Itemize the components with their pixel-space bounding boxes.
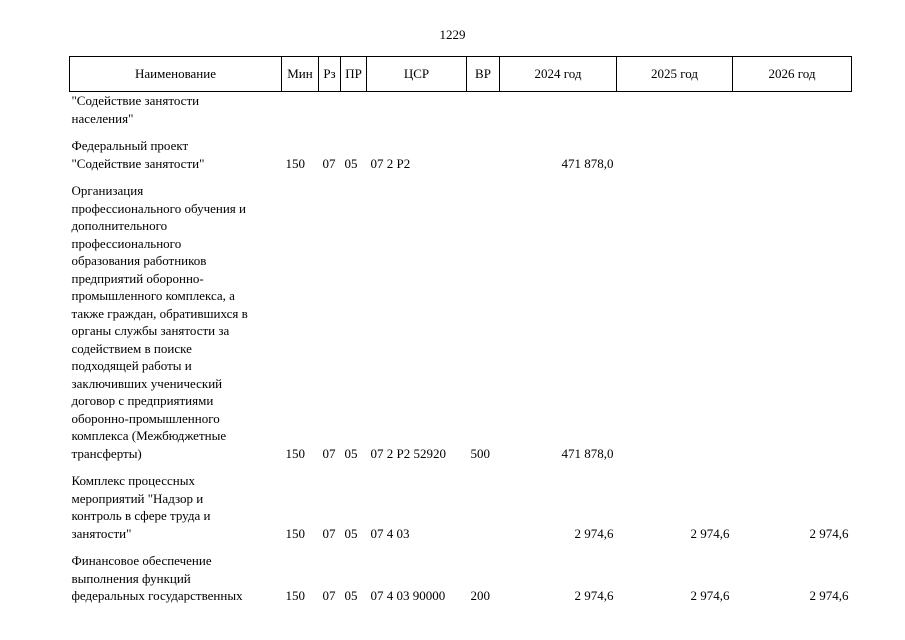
row-name: Федеральный проект "Содействие занятости" (71, 138, 205, 171)
header-csr: ЦСР (367, 57, 467, 92)
row-min: 150 (285, 155, 305, 171)
table-row (70, 92, 852, 138)
header-pr: ПР (341, 57, 367, 92)
header-2026: 2026 год (733, 57, 852, 92)
table-row (70, 137, 852, 182)
row-rz: 07 (322, 445, 336, 461)
row-rz: 07 (322, 155, 336, 171)
row-2025: 2 974,6 (690, 588, 730, 603)
row-2025 (617, 137, 733, 182)
row-rz: 07 (322, 525, 336, 541)
row-vr: 500 (470, 445, 490, 461)
row-pr: 05 (344, 445, 358, 461)
header-min: Мин (282, 57, 319, 92)
row-2024: 2 974,6 (574, 588, 614, 603)
row-2026 (733, 182, 852, 472)
row-2024 (500, 92, 617, 138)
table-row (70, 182, 852, 472)
row-pr (341, 92, 367, 138)
row-pr: 05 (344, 525, 358, 541)
row-vr (467, 472, 500, 552)
row-vr (467, 137, 500, 182)
header-name: Наименование (70, 57, 282, 92)
row-min (282, 92, 319, 138)
row-vr: 200 (470, 588, 490, 603)
row-2024: 471 878,0 (561, 445, 614, 461)
row-csr (367, 92, 467, 138)
row-csr: 07 4 03 (370, 525, 410, 541)
row-name: "Содействие занятости населения" (71, 93, 200, 126)
row-2024: 2 974,6 (574, 525, 614, 541)
budget-table (69, 56, 852, 605)
row-2026 (733, 92, 852, 138)
header-2024: 2024 год (500, 57, 617, 92)
row-pr: 05 (344, 155, 358, 171)
row-name: Финансовое обеспечение выполнения функций федеральных государственных (71, 553, 243, 603)
table-row (70, 472, 852, 552)
row-min: 150 (285, 525, 305, 541)
row-min: 150 (285, 588, 305, 603)
row-rz (319, 92, 341, 138)
row-2025: 2 974,6 (690, 525, 730, 541)
row-name: Организация профессионального обучения и дополнительного профессионального образования работников предприятий оборонно- промышленного комплекса, а также граждан, обратившихся в органы службы занятости за содействием в поиске подходящей работы и заключивших ученический договор с предприятиями оборонно-промышленного комплекса (Межбюджетные трансферты) (71, 183, 248, 461)
header-rz: Рз (319, 57, 341, 92)
header-vr: ВР (467, 57, 500, 92)
row-rz: 07 (322, 588, 336, 603)
table-header-row (70, 57, 852, 92)
row-csr: 07 4 03 90000 (370, 588, 446, 603)
row-2025 (617, 92, 733, 138)
row-2026: 2 974,6 (809, 525, 849, 541)
row-2026: 2 974,6 (809, 588, 849, 603)
header-2025: 2025 год (617, 57, 733, 92)
page-number: 1229 (439, 27, 466, 42)
row-2025 (617, 182, 733, 472)
row-csr: 07 2 Р2 (370, 155, 411, 171)
row-2024: 471 878,0 (561, 155, 614, 171)
table-row (70, 552, 852, 605)
row-csr: 07 2 Р2 52920 (370, 445, 446, 461)
row-min: 150 (285, 445, 305, 461)
row-vr (467, 92, 500, 138)
row-2026 (733, 137, 852, 182)
row-name: Комплекс процессных мероприятий "Надзор и контроль в сфере труда и занятости" (71, 473, 211, 541)
row-pr: 05 (344, 588, 358, 603)
